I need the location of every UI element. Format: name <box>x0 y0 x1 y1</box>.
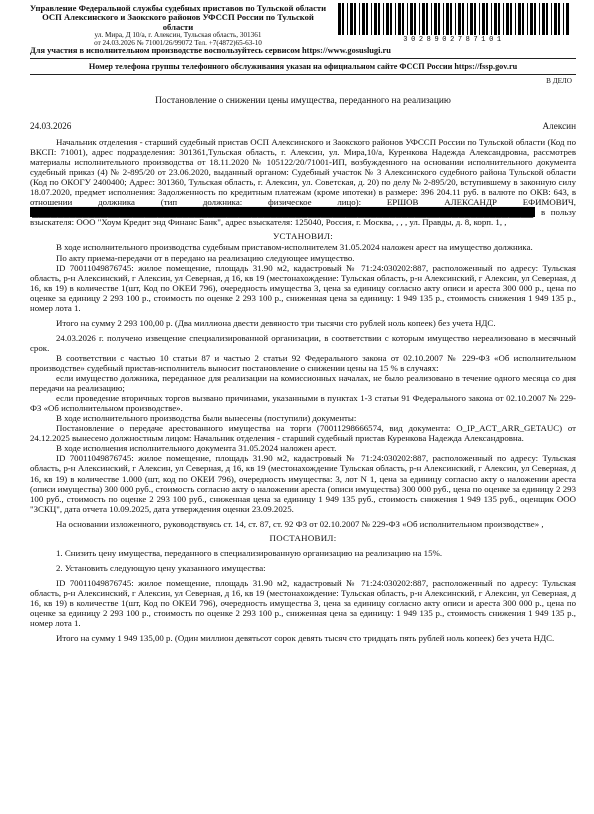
barcode-bar <box>438 3 440 35</box>
barcode-bar <box>455 3 456 35</box>
barcode-bar <box>402 3 404 35</box>
paragraph-9: В ходе исполнительного производства были вынесены (поступили) документы: <box>56 413 357 424</box>
paragraph-1: В ходе исполнительного производства судебным приставом-исполнителем 31.05.2024 наложен арест на имущество должника. <box>56 242 533 253</box>
barcode-bar <box>479 3 480 35</box>
barcode-bar <box>446 3 449 35</box>
letterhead <box>28 4 328 48</box>
barcode-bar <box>515 3 516 35</box>
barcode-bar <box>506 3 509 35</box>
barcode-bar <box>518 3 521 35</box>
barcode-digits: 3028902787101 <box>403 36 505 44</box>
paragraph-3: ID 70011049876745: жилое помещение, площадь 31.90 м2, кадастровый № 71:24:030202:887, расположенный по адресу: Тульская область, р-н Алексинский, г Алексин, ул Северная, д 16, кв 19 (местонахождение: Тульская область, р-н Алексинский, г Алексин, ул Северная, д 16, кв 19) в количестве 1(шт, Код по ОКЕИ 796), очередность имущества 3, цена за единицу согласно акту описи и ареста 300 000 р., цена по оценке за единицу 2 293 100 р., стоимость по оценке 2 293 100 р., сниженная цена за единицу: 1 949 135 р., стоимость снижения 1 949 135 р., номер лота 1. <box>30 262 576 313</box>
paragraph-2: По акту приема-передачи от в передано на реализацию следующее имущество. <box>56 252 355 263</box>
intro-tail: в пользу взыскателя: ООО "Хоум Кредит энд Финанс Банк", адрес взыскателя: 125040, Россия, г. Москва, , , , ул. Правды, д. 8, корп. 1, , <box>30 207 576 228</box>
barcode-bar <box>395 3 396 35</box>
resolution-total: Итого на сумму 1 949 135,00 р. (Один миллион девятьсот сорок девять тысяч сто тридцать пять рублей ноль копеек) без учета НДС. <box>56 633 555 644</box>
section-established: УСТАНОВИЛ: <box>272 231 334 242</box>
barcode-bar <box>542 3 545 35</box>
barcode-bar <box>458 3 461 35</box>
barcode-bar <box>554 3 557 35</box>
barcode-bar <box>558 3 560 35</box>
paragraph-13: На основании изложенного, руководствуясь ст. 14, ст. 87, ст. 92 ФЗ от 02.10.2007 № 229-ФЗ «Об исполнительном производстве» , <box>56 518 544 529</box>
barcode-bar <box>470 3 473 35</box>
barcode-bar <box>443 3 444 35</box>
header-divider-top <box>30 58 576 59</box>
barcode-bar <box>354 3 356 35</box>
header-divider-bottom <box>30 74 576 75</box>
resolution-2: 2. Установить следующую цену указанного имущества: <box>56 562 266 573</box>
barcode-bar <box>494 3 497 35</box>
barcode-bar <box>366 3 368 35</box>
barcode-bar <box>374 3 377 35</box>
document-title: Постановление о снижении цены имущества, переданного на реализацию <box>155 96 451 106</box>
barcode-bar <box>522 3 524 35</box>
document-city: Алексин <box>542 121 576 131</box>
paragraph-4: Итого на сумму 2 293 100,00 р. (Два миллиона двести девяносто три тысячи сто рублей ноль копеек) без учета НДС. <box>56 317 496 328</box>
barcode-bar <box>467 3 468 35</box>
barcode-bar <box>362 3 365 35</box>
paragraph-6: В соответствии с частью 10 статьи 87 и частью 2 статьи 92 Федерального закона от 02.10.2007 № 229-ФЗ «Об исполнительном производстве» судебный пристав-исполнитель выносит постановление о снижении цены на 15 % в случаях: <box>30 352 576 373</box>
barcode-bar <box>566 3 569 35</box>
barcode-bar <box>431 3 432 35</box>
v-delo-stamp: В ДЕЛО <box>546 77 572 85</box>
intro-text: Начальник отделения - старший судебный пристав ОСП Алексинского и Заокского районов УФССП России по Тульской области (Код по ВКСП: 71001), адрес подразделения: 301361,Тульская область, г. Алексин, ул. Мира,10/а, Куренкова Надежда Александровна, рассмотрев материалы исполнительного производства от 18.11.2020 № 105122/20/71001-ИП, возбужденного на основании исполнительного документа судебный приказ (4) № 2-895/20 от 23.06.2020, выданный органом: Судебный участок № 3 Алексинского судебного района Тульской области (Код по ОКОГУ 2400400; Адрес: 301360, Тульская область, г. Алексин, ул. Советская, д. 20) по делу № 2-895/20, вступившему в законную силу 18.07.2020, предмет исполнения: Задолженность по кредитным платежам (кроме ипотеки) в размере: 396 204.11 руб. в валюте по ОКВ: 643, в отношении должника (тип должника: физическое лицо): ЕРШОВ АЛЕКСАНДР ЕФИМОВИЧ, <box>30 137 576 208</box>
barcode-bar <box>386 3 389 35</box>
barcode <box>334 3 574 47</box>
barcode-bar <box>378 3 380 35</box>
barcode-bar <box>482 3 485 35</box>
intro-paragraph <box>30 137 576 227</box>
paragraph-5: 24.03.2026 г. получено извещение специализированной организации, в соответствии с которым имущество нереализовано в месячный срок. <box>30 332 576 353</box>
barcode-bar <box>383 3 384 35</box>
barcode-bar <box>462 3 464 35</box>
barcode-bar <box>398 3 401 35</box>
paragraph-8: если проведение вторичных торгов вызвано причинами, указанными в пунктах 1-3 статьи 91 Федерального закона от 02.10.2007 № 229-ФЗ «Об исполнительном производстве». <box>30 393 576 414</box>
barcode-bar <box>390 3 392 35</box>
barcode-bar <box>338 3 341 35</box>
barcode-bar <box>450 3 452 35</box>
barcode-bar <box>503 3 504 35</box>
barcode-bars <box>334 3 574 35</box>
paragraph-11: В ходе исполнения исполнительного документа 31.05.2024 наложен арест. <box>56 443 337 454</box>
barcode-bar <box>371 3 372 35</box>
barcode-bar <box>530 3 533 35</box>
barcode-bar <box>474 3 476 35</box>
paragraph-12: ID 70011049876745: жилое помещение, площадь 31.90 м2, кадастровый № 71:24:030202:887, расположенный по адресу: Тульская область, р-н Алексинский, г Алексин, ул Северная, д 16, кв 19 (местонахождение Тульская область, р-н Алексинский, г Алексин, ул Северная, д 16, кв 19) в количестве 1.000 (шт, код по ОКЕИ 796), очередность имущества: 3, лот N 1, цена за единицу согласно акту о наложении ареста (описи имущества) 300 000 руб., стоимость согласно акту о наложении ареста (описи имущества) 300 000 руб., цена по оценке за единицу 2 293 100 руб., стоимость по оценке 2 293 100 руб., сниженная цена за единицу 1 949 135 руб., стоимость снижения 1 949 135 руб., оценщик ООО "ЗСКЦ", дата отчета 10.09.2025, дата утверждения оценки 23.09.2025. <box>30 453 576 514</box>
barcode-bar <box>407 3 408 35</box>
document-date: 24.03.2026 <box>30 121 72 131</box>
phone-note: Номер телефона группы телефонного обслуживания указан на официальном сайте ФССП России https://fssp.gov.ru <box>88 62 518 71</box>
barcode-bar <box>546 3 548 35</box>
barcode-bar <box>410 3 413 35</box>
paragraph-10: Постановление о передаче арестованного имущества на торги (70011298666574, вид документа: O_IP_ACT_ARR_GETAUC) от 24.12.2025 вынесено должностным лицом: Начальник отделения - старший судебный пристав Куренкова Надежда Александровна. <box>30 423 576 444</box>
resolution-3: ID 70011049876745: жилое помещение, площадь 31.90 м2, кадастровый № 71:24:030202:887, расположенный по адресу: Тульская область, р-н Алексинский, г Алексин, ул Северная, д 16, кв 19 (местонахождение: Тульская область, р-н Алексинский, г Алексин, ул Северная, д 16, кв 19) в количестве 1(шт, Код по ОКЕИ 796), очередность имущества 3, цена за единицу согласно акту описи и ареста 300 000 р., цена по оценке за единицу 2 293 100 р., стоимость по оценке 2 293 100 р., сниженная цена за единицу: 1 949 135 р., стоимость снижения 1 949 135 р., номер лота 1. <box>30 577 576 629</box>
barcode-bar <box>563 3 564 35</box>
barcode-bar <box>527 3 528 35</box>
barcode-bar <box>491 3 492 35</box>
barcode-bar <box>510 3 512 35</box>
barcode-bar <box>551 3 552 35</box>
barcode-bar <box>534 3 536 35</box>
barcode-bar <box>359 3 360 35</box>
redacted-block: ████████████████████████████████████████████████████████████████████████████████ <box>32 207 534 218</box>
document-body <box>30 137 576 643</box>
barcode-bar <box>422 3 425 35</box>
barcode-bar <box>419 3 420 35</box>
barcode-bar <box>486 3 488 35</box>
org-name-line1: Управление Федеральной службы судебных приставов по Тульской области <box>29 3 327 13</box>
org-name-line2: ОСП Алексинского и Заокского районов УФССП России по Тульской области <box>42 12 314 32</box>
barcode-bar <box>498 3 500 35</box>
doc-reg-number: от 24.03.2026 № 71001/26/99072 Тел. +7(4872)65-63-10 <box>94 39 262 48</box>
barcode-bar <box>350 3 353 35</box>
gosuslugi-note: Для участия в исполнительном производстве воспользуйтесь сервисом https://www.gosuslugi.ru <box>30 46 391 55</box>
barcode-bar <box>347 3 348 35</box>
barcode-bar <box>414 3 416 35</box>
barcode-bar <box>342 3 344 35</box>
resolution-1: 1. Снизить цену имущества, переданного в специализированную организацию на реализацию на 15%. <box>56 547 443 558</box>
barcode-bar <box>434 3 437 35</box>
section-resolved: ПОСТАНОВИЛ: <box>269 532 337 543</box>
barcode-bar <box>426 3 428 35</box>
barcode-bar <box>539 3 540 35</box>
paragraph-7: если имущество должника, переданное для реализации на комиссионных началах, не было реализовано в течение одного месяца со дня передачи на реализацию; <box>30 373 576 394</box>
org-address: ул. Мира, Д 10/а, г. Алексин, Тульская область, 301361 <box>94 31 262 40</box>
